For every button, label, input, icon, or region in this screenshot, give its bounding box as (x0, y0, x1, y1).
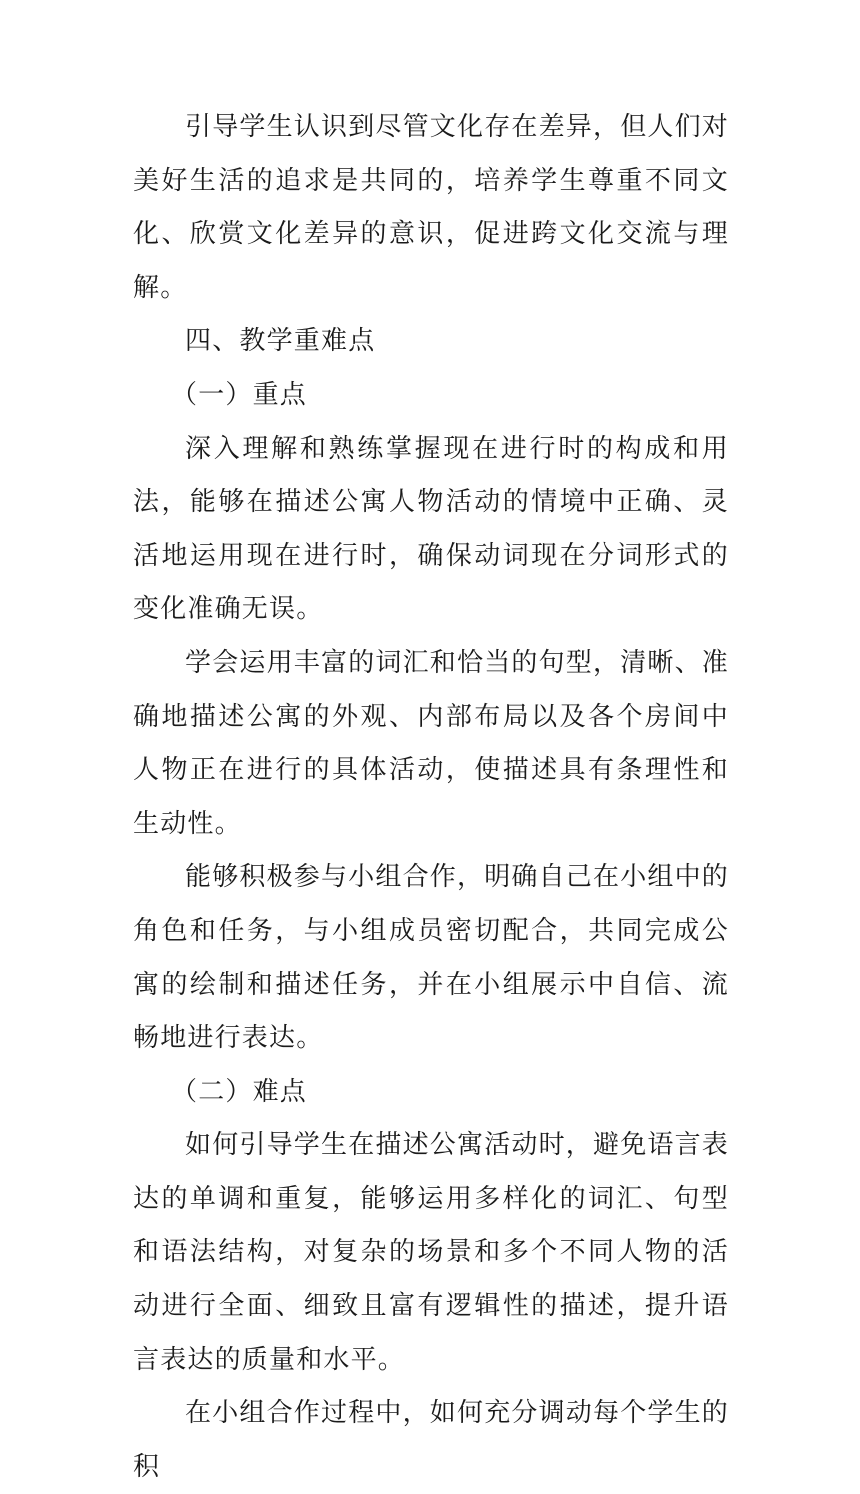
paragraph-group-cooperation: 能够积极参与小组合作，明确自己在小组中的角色和任务，与小组成员密切配合，共同完成公寓的绘制和描述任务，并在小组展示中自信、流畅地进行表达。 (133, 862, 730, 1054)
subheading-difficult-points: （二）难点 (171, 1076, 308, 1107)
paragraph-vocabulary-description: 学会运用丰富的词汇和恰当的句型，清晰、准确地描述公寓的外观、内部布局以及各个房间中人物正在进行的具体活动，使描述具有条理性和生动性。 (133, 647, 730, 839)
document-body (133, 101, 729, 1494)
paragraph-avoid-monotony: 如何引导学生在描述公寓活动时，避免语言表达的单调和重复，能够运用多样化的词汇、句型和语法结构，对复杂的场景和多个不同人物的活动进行全面、细致且富有逻辑性的描述，提升语言表达的质量和水平。 (133, 1130, 730, 1375)
paragraph-culture-understanding: 引导学生认识到尽管文化存在差异，但人们对美好生活的追求是共同的，培养学生尊重不同文化、欣赏文化差异的意识，促进跨文化交流与理解。 (133, 112, 730, 303)
subheading-key-points: （一）重点 (171, 379, 308, 410)
paragraph-present-progressive: 深入理解和熟练掌握现在进行时的构成和用法，能够在描述公寓人物活动的情境中正确、灵活地运用现在进行时，确保动词现在分词形式的变化准确无误。 (133, 433, 729, 625)
paragraph-motivate-students: 在小组合作过程中，如何充分调动每个学生的积 (133, 1398, 730, 1482)
section-heading-key-difficult-points: 四、教学重难点 (185, 326, 376, 357)
